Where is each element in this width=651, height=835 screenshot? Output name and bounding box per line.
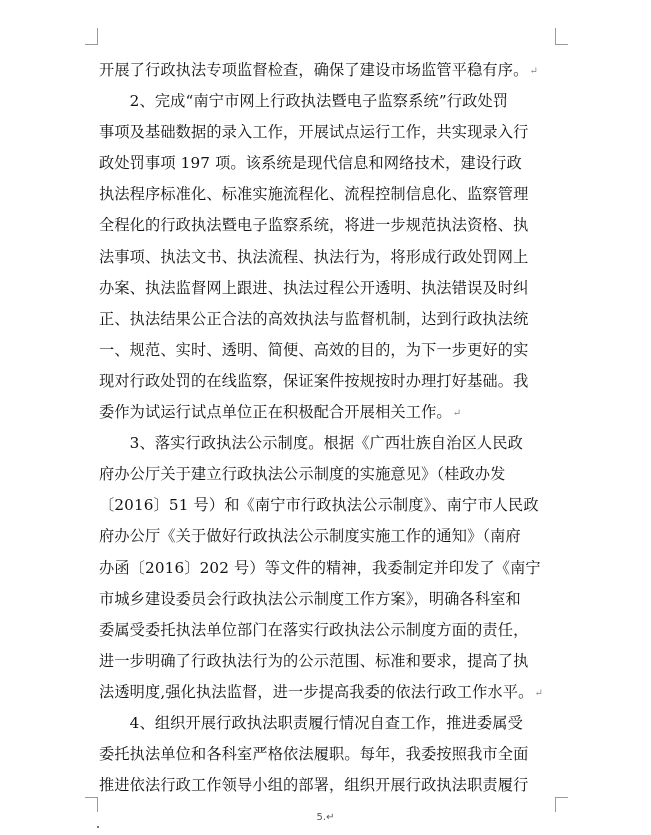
text-line: 事项及基础数据的录入工作，开展试点运行工作，共实现录入行 xyxy=(99,123,529,142)
text-line: 正、执法结果公正合法的高效执法与监督机制，达到行政执法统 xyxy=(99,309,529,328)
text-line: 委属受委托执法单位部门在落实行政执法公示制度方面的责任， xyxy=(99,620,529,639)
text-line: 〔2016〕51 号）和《南宁市行政执法公示制度》、南宁市人民政 xyxy=(99,496,539,515)
page-number: 5.↵ xyxy=(316,812,335,823)
anchor-mark-icon xyxy=(97,826,99,828)
text-line: 法事项、执法文书、执法流程、执法行为，将形成行政处罚网上 xyxy=(99,247,529,266)
text-line: 一、规范、实时、透明、简便、高效的目的，为下一步更好的实 xyxy=(99,340,529,359)
text-line: 3、落实行政执法公示制度。根据《广西壮族自治区人民政 xyxy=(99,434,523,453)
text-line: 进一步明确了行政执法行为的公示范围、标准和要求，提高了执 xyxy=(99,651,529,670)
crop-mark-top-right xyxy=(555,28,568,45)
text-line: 府办公厅《关于做好行政执法公示制度实施工作的通知》（南府 xyxy=(99,527,521,546)
paragraph-mark-icon: ↵ xyxy=(534,687,543,699)
text-line: 4、组织开展行政执法职责履行情况自查工作，推进委属受 xyxy=(99,713,523,732)
paragraph-mark-icon: ↵ xyxy=(452,408,462,420)
text-line: 开展了行政执法专项监督检查，确保了建设市场监管平稳有序。↵ xyxy=(99,61,538,79)
text-line: 推进依法行政工作领导小组的部署，组织开展行政执法职责履行 xyxy=(99,776,529,795)
text-line: 2、完成“南宁市网上行政执法暨电子监察系统”行政处罚 xyxy=(99,92,509,111)
crop-mark-bottom-left xyxy=(85,797,98,812)
text-line: 委托执法单位和各科室严格依法履职。每年，我委按照我市全面 xyxy=(99,745,529,764)
paragraph-mark-icon: ↵ xyxy=(529,66,538,77)
text-line: 法透明度,强化执法监督，进一步提高我委的依法行政工作水平。↵ xyxy=(99,682,543,701)
text-line: 办案、执法监督网上跟进、执法过程公开透明、执法错误及时纠 xyxy=(99,278,529,297)
text-line: 委作为试运行试点单位正在积极配合开展相关工作。↵ xyxy=(99,403,462,422)
paragraph-mark-icon: .↵ xyxy=(322,812,335,823)
text-line: 办函〔2016〕202 号）等文件的精神，我委制定并印发了《南宁 xyxy=(99,558,541,577)
crop-mark-top-left xyxy=(85,28,98,45)
document-body[interactable] xyxy=(99,55,559,801)
text-line: 市城乡建设委员会行政执法公示制度工作方案》，明确各科室和 xyxy=(99,589,521,608)
text-line: 政处罚事项 197 项。该系统是现代信息和网络技术，建设行政 xyxy=(99,154,522,173)
text-line: 全程化的行政执法暨电子监察系统，将进一步规范执法资格、执 xyxy=(99,216,529,235)
text-line: 执法程序标准化、标准实施流程化、流程控制信息化、监察管理 xyxy=(99,185,529,204)
text-line: 现对行政处罚的在线监察，保证案件按规按时办理打好基础。我 xyxy=(99,371,529,390)
text-line: 府办公厅关于建立行政执法公示制度的实施意见》（桂政办发 xyxy=(99,465,506,484)
